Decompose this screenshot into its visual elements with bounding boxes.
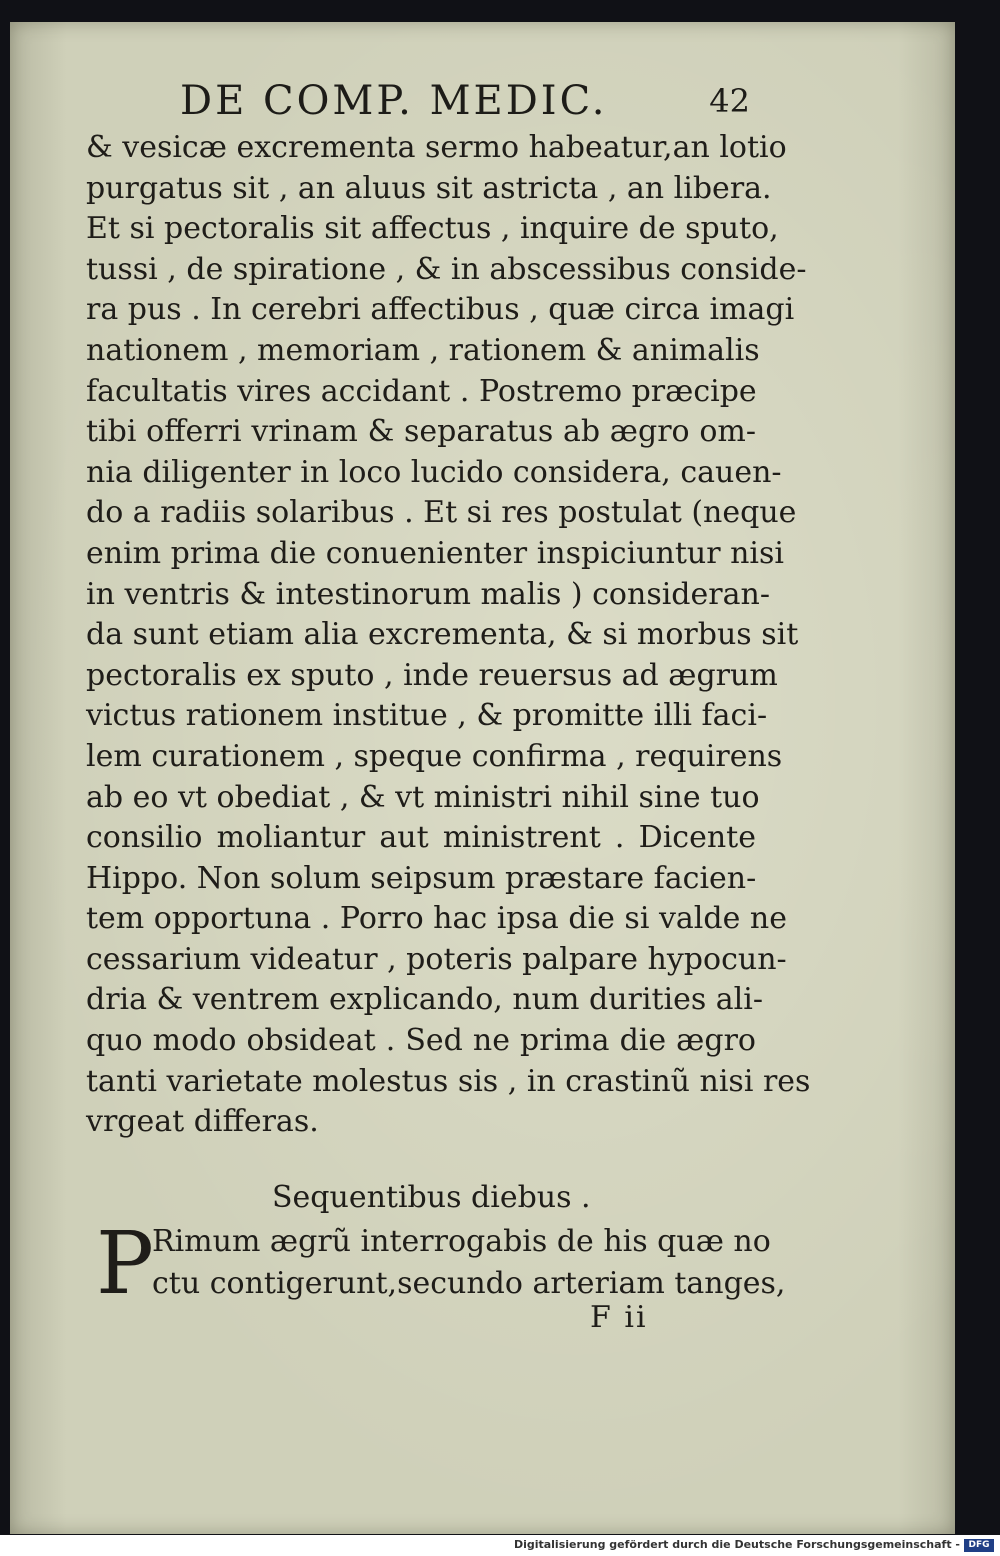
text-line: ab eo vt obediat , & vt ministri nihil sine tuo xyxy=(86,779,760,815)
running-head: DE COMP. MEDIC. xyxy=(180,78,608,124)
text-line: quo modo obsideat . Sed ne prima die ægro xyxy=(86,1023,756,1059)
page-header xyxy=(180,78,750,128)
text-line: tem opportuna . Porro hac ipsa die si valde ne xyxy=(86,901,787,937)
dfg-logo: DFG xyxy=(964,1539,994,1552)
text-line: Hippo. Non solum seipsum præstare facien- xyxy=(86,860,757,896)
paragraph-line: Rimum ægrũ interrogabis de his quæ no xyxy=(152,1224,771,1259)
section-heading: Sequentibus diebus . xyxy=(272,1180,591,1215)
text-line: tanti varietate molestus sis , in crastinũ nisi res xyxy=(86,1063,811,1099)
text-line: & vesicæ excrementa sermo habeatur,an lotio xyxy=(86,130,787,165)
text-line: nationem , memoriam , rationem & animalis xyxy=(86,332,760,368)
drop-cap: P xyxy=(96,1214,154,1314)
text-line: lem curationem , speque confirma , requirens xyxy=(86,738,783,774)
text-line: pectoralis ex sputo , inde reuersus ad ægrum xyxy=(86,657,778,693)
text-line: in ventris & intestinorum malis ) consideran- xyxy=(86,576,770,612)
text-line: do a radiis solaribus . Et si res postulat (neque xyxy=(86,495,797,531)
text-line: facultatis vires accidant . Postremo præcipe xyxy=(86,373,757,409)
second-paragraph xyxy=(96,1214,786,1314)
text-line: victus rationem institue , & promitte illi faci- xyxy=(86,698,768,734)
text-line: tibi offerri vrinam & separatus ab ægro om- xyxy=(86,414,756,450)
text-line: da sunt etiam alia excrementa, & si morbus sit xyxy=(86,617,799,653)
text-line: tussi , de spiratione , & in abscessibus conside- xyxy=(86,251,807,287)
body-text xyxy=(86,128,811,1143)
signature-mark: F ii xyxy=(590,1300,648,1335)
text-line: ra pus . In cerebri affectibus , quæ circa imagi xyxy=(86,292,795,328)
text-line: dria & ventrem explicando, num durities ali- xyxy=(86,982,764,1018)
paragraph-line: ctu contigerunt,secundo arteriam tanges, xyxy=(152,1266,786,1301)
text-line: vrgeat differas. xyxy=(86,1104,319,1140)
text-line: enim prima die conuenienter inspiciuntur nisi xyxy=(86,535,784,571)
text-line: Et si pectoralis sit affectus , inquire de sputo, xyxy=(86,211,779,247)
digitization-credit: Digitalisierung gefördert durch die Deutsche Forschungsgemeinschaft - xyxy=(513,1538,960,1551)
text-line: purgatus sit , an aluus sit astricta , an libera. xyxy=(86,170,772,206)
text-line: nia diligenter in loco lucido considera, cauen- xyxy=(86,454,782,490)
text-line: cessarium videatur , poteris palpare hypocun- xyxy=(86,941,787,977)
text-line: consilio moliantur aut ministrent . Dicente xyxy=(86,820,756,856)
folio-number: 42 xyxy=(709,82,750,120)
